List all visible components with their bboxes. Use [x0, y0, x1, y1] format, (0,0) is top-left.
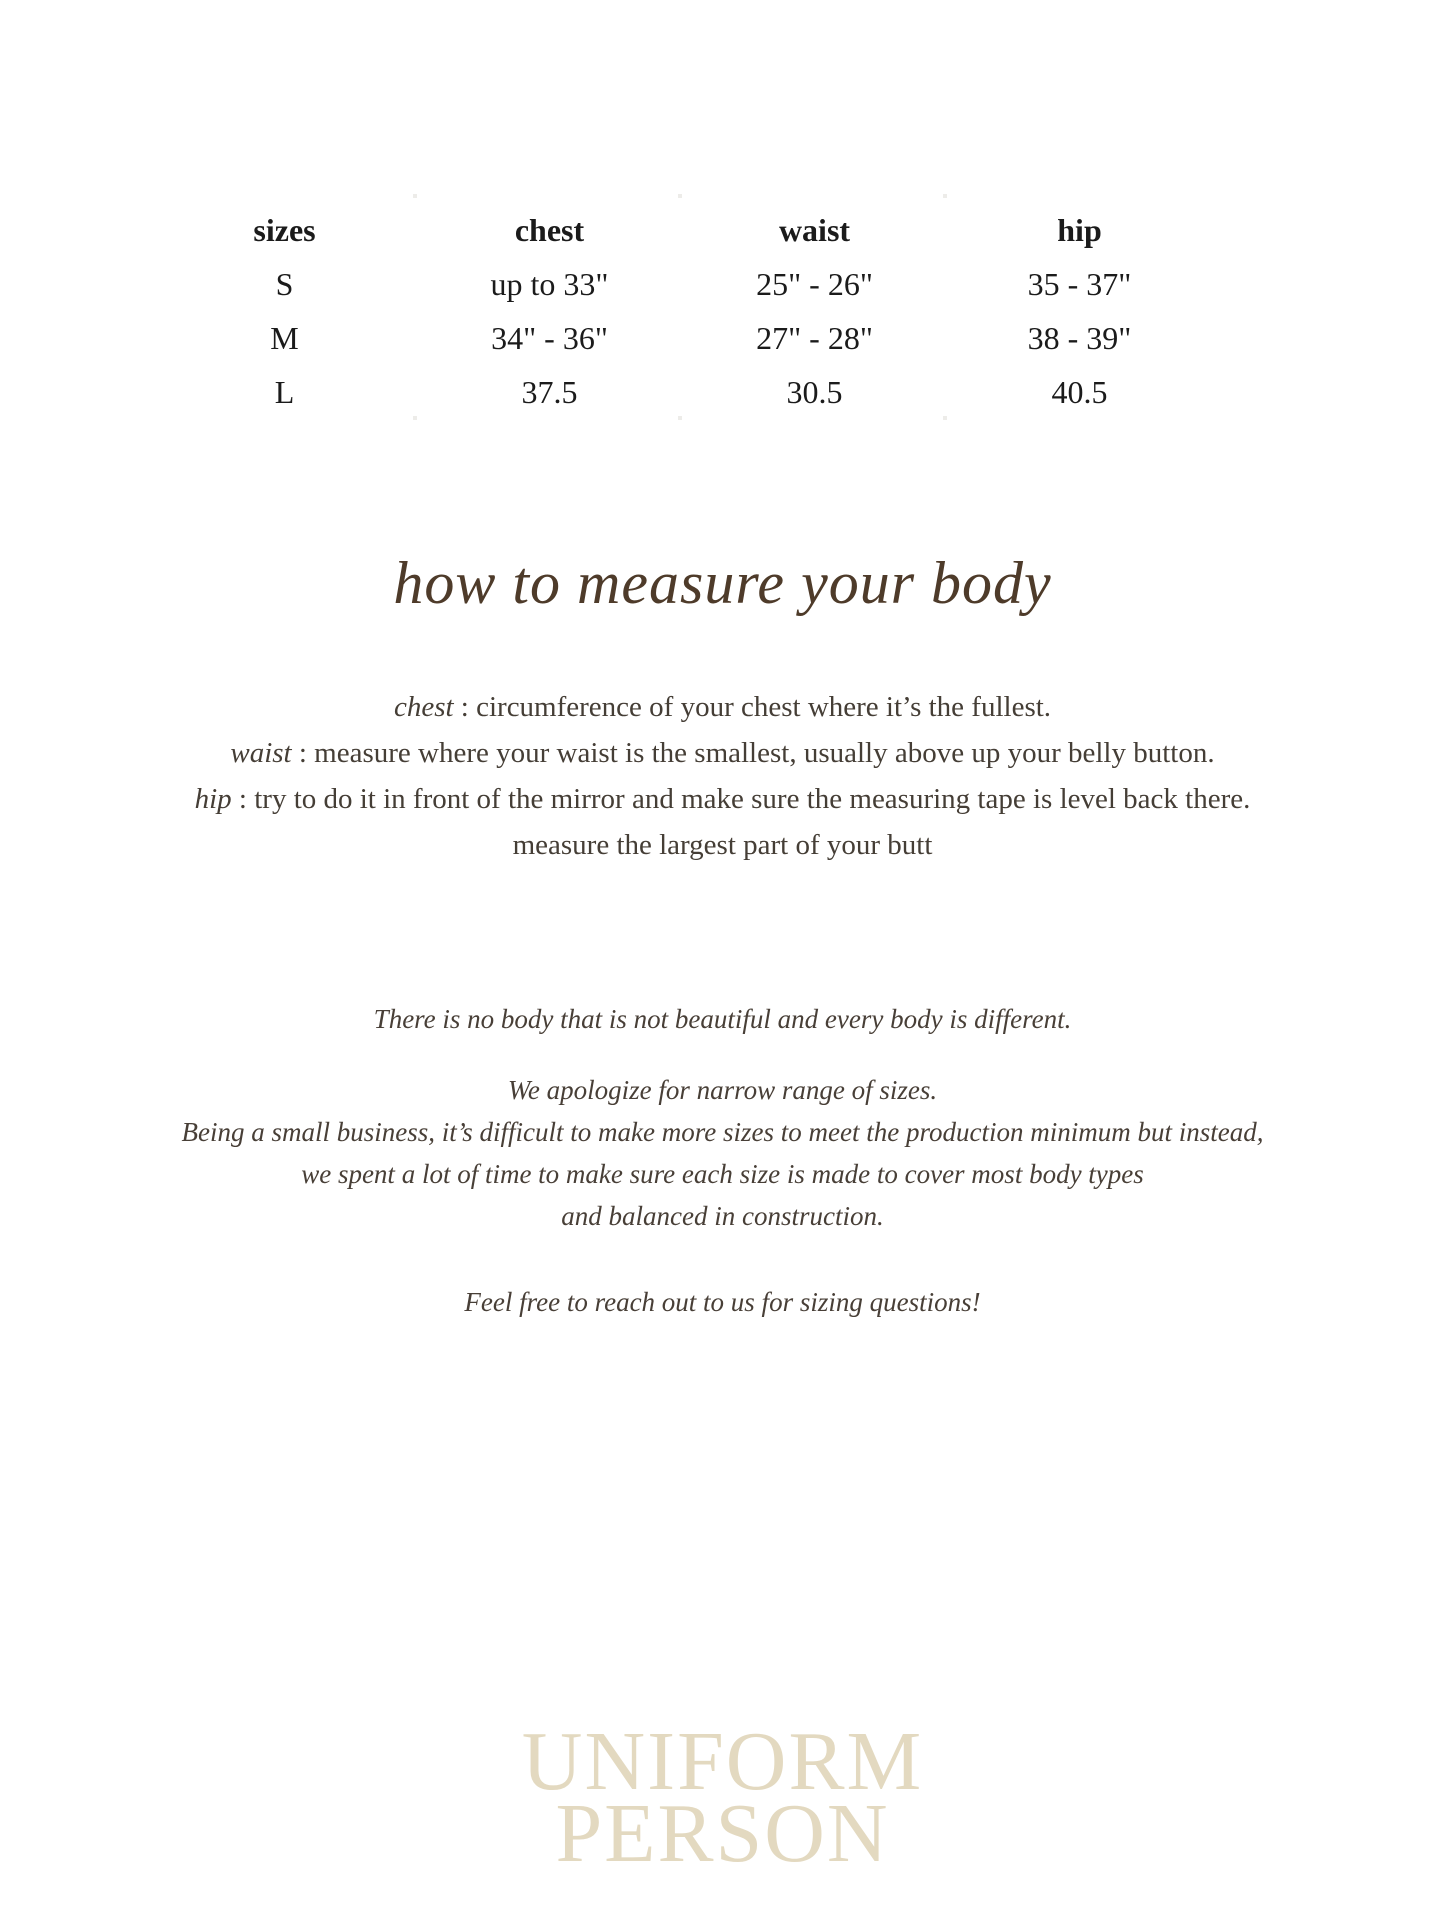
- definition-waist: [0, 730, 1445, 776]
- chest-value-l: 37.5: [521, 374, 578, 410]
- size-label-s: S: [275, 266, 294, 302]
- closing-line: Feel free to reach out to us for sizing questions!: [464, 1287, 981, 1317]
- hip-value-m: 38 - 39": [1027, 320, 1132, 356]
- definition-text-chest: : circumference of your chest where it’s the fullest.: [453, 691, 1052, 723]
- closing-note: [0, 1281, 1445, 1323]
- brand-logo-line2: PERSON: [555, 1787, 890, 1880]
- apology-line: and balanced in construction.: [561, 1201, 884, 1231]
- size-chart-table: [152, 203, 1212, 419]
- apology-line: Being a small business, it’s difficult to make more sizes to meet the production minimum but instead,: [181, 1117, 1264, 1147]
- hip-value-s: 35 - 37": [1027, 266, 1132, 302]
- measurement-definitions: [0, 684, 1445, 868]
- waist-value-m: 27" - 28": [756, 320, 873, 356]
- definition-text-hip: : try to do it in front of the mirror and make sure the measuring tape is level back there.: [231, 783, 1251, 815]
- table-grid-mark: [678, 194, 682, 198]
- waist-value-l: 30.5: [786, 374, 843, 410]
- definition-chest: [0, 684, 1445, 730]
- hip-value-l: 40.5: [1051, 374, 1108, 410]
- column-header-waist: waist: [778, 212, 851, 248]
- definition-hip: [0, 776, 1445, 822]
- size-label-l: L: [274, 374, 295, 410]
- sizing-apology-paragraph: [0, 1069, 1445, 1237]
- waist-value-s: 25" - 26": [756, 266, 873, 302]
- definition-term-chest: chest: [393, 691, 454, 723]
- body-positivity-note: [0, 998, 1445, 1040]
- definition-hip-extra: measure the largest part of your butt: [512, 829, 933, 861]
- definition-term-waist: waist: [230, 737, 292, 769]
- brand-logo-line1: UNIFORM: [521, 1715, 924, 1808]
- definition-text-waist: : measure where your waist is the smallest, usually above up your belly button.: [291, 737, 1215, 769]
- brand-logo: [0, 1715, 1445, 1880]
- apology-line: we spent a lot of time to make sure each size is made to cover most body types: [301, 1159, 1144, 1189]
- table-grid-mark: [413, 194, 417, 198]
- column-header-hip: hip: [1057, 212, 1102, 248]
- page-title: how to measure your body: [393, 550, 1052, 616]
- table-grid-mark: [943, 194, 947, 198]
- column-header-sizes: sizes: [253, 212, 316, 248]
- column-header-chest: chest: [514, 212, 585, 248]
- apology-line: We apologize for narrow range of sizes.: [507, 1075, 938, 1105]
- chest-value-m: 34" - 36": [491, 320, 608, 356]
- chest-value-s: up to 33": [490, 266, 609, 302]
- size-label-m: M: [270, 320, 299, 356]
- definition-term-hip: hip: [194, 783, 232, 815]
- note-intro-line: There is no body that is not beautiful and every body is different.: [373, 1004, 1072, 1034]
